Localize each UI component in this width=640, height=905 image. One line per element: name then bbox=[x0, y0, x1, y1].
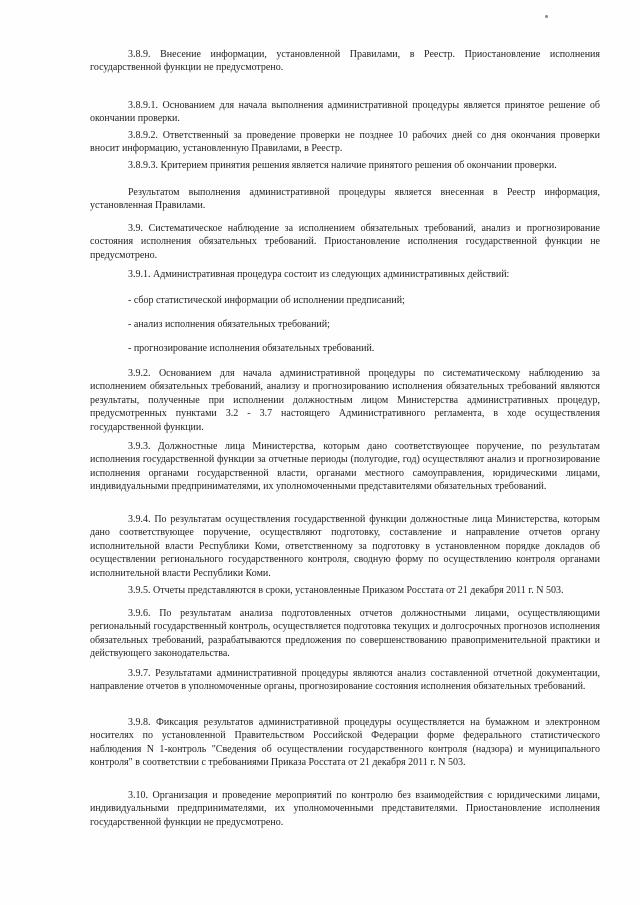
paragraph-3-8-9-1: 3.8.9.1. Основанием для начала выполнения административной процедуры является принятое решение об окончании проверки. bbox=[90, 100, 600, 125]
paragraph-3-9-3: 3.9.3. Должностные лица Министерства, которым дано соответствующее поручение, по результатам исполнения государственной функции за отчетные периоды (полугодие, год) осуществляют анализ и прогнозирование исполнения органами государственной власти, органами местного самоуправления, юридическими лицами, индивидуальными предпринимателями, их уполномоченными представителями обязательных требований. bbox=[90, 441, 600, 493]
paragraph-3-9-2: 3.9.2. Основанием для начала административной процедуры по систематическому наблюдению за исполнением обязательных требований, анализу и прогнозированию исполнения обязательных требований являются результаты, полученные при исполнении должностным лицом Министерства административных процедур, предусмотренных пунктами 3.2 - 3.7 настоящего Административного регламента, в ходе осуществления государственной функции. bbox=[90, 368, 600, 433]
list-item-statistics: - сбор статистической информации об исполнении предписаний; bbox=[128, 295, 405, 306]
paragraph-3-9: 3.9. Систематическое наблюдение за исполнением обязательных требований, анализ и прогнозирование состояния исполнения обязательных требований. Приостановление исполнения государственной функции не предусмотрено. bbox=[90, 223, 600, 261]
paragraph-3-9-6: 3.9.6. По результатам анализа подготовленных отчетов должностными лицами, осуществляющими региональный государственный контроль, осуществляется подготовка текущих и долгосрочных прогнозов исполнения обязательных требований, разрабатываются предложения по совершенствованию правоприменительной практики и действующего законодательства. bbox=[90, 608, 600, 660]
list-item-analysis: - анализ исполнения обязательных требований; bbox=[128, 319, 330, 330]
paragraph-3-8-9: 3.8.9. Внесение информации, установленной Правилами, в Реестр. Приостановление исполнения государственной функции не предусмотрено. bbox=[90, 49, 600, 74]
list-item-forecasting: - прогнозирование исполнения обязательных требований. bbox=[128, 343, 375, 354]
paragraph-3-10: 3.10. Организация и проведение мероприятий по контролю без взаимодействия с юридическими лицами, индивидуальными предпринимателями, их уполномоченными представителями. Приостановление исполнения государственной функции не предусмотрено. bbox=[90, 790, 600, 828]
paragraph-3-8-9-3: 3.8.9.3. Критерием принятия решения является наличие принятого решения об окончании проверки. bbox=[128, 160, 557, 171]
paragraph-result: Результатом выполнения административной процедуры является внесенная в Реестр информация, установленная Правилами. bbox=[90, 187, 600, 212]
paragraph-3-9-7: 3.9.7. Результатами административной процедуры являются анализ составленной отчетной документации, направление отчетов в уполномоченные органы, прогнозирование состояния исполнения обязательных требований. bbox=[90, 668, 600, 693]
paragraph-3-9-4: 3.9.4. По результатам осуществления государственной функции должностные лица Министерства, которым дано соответствующее поручение, осуществляют подготовку, составление и направление отчетов органу исполнительной власти Республики Коми, ответственному за подготовку в установленном порядке докладов об осуществлении регионального государственного контроля, сводную форму по осуществлению контроля органами исполнительной власти Республики Коми. bbox=[90, 514, 600, 579]
paragraph-3-9-8: 3.9.8. Фиксация результатов административной процедуры осуществляется на бумажном и электронном носителях по установленной Правительством Российской Федерации форме федерального статистического наблюдения N 1-контроль "Сведения об осуществлении государственного контроля (надзора) и муниципального контроля" в соответствии с требованиями Приказа Росстата от 21 декабря 2011 г. N 503. bbox=[90, 717, 600, 769]
scan-speck bbox=[545, 15, 548, 18]
paragraph-3-9-1: 3.9.1. Административная процедура состоит из следующих административных действий: bbox=[128, 269, 510, 280]
paragraph-3-8-9-2: 3.8.9.2. Ответственный за проведение проверки не позднее 10 рабочих дней со дня окончания проверки вносит информацию, установленную Правилами, в Реестр. bbox=[90, 130, 600, 155]
paragraph-3-9-5: 3.9.5. Отчеты представляются в сроки, установленные Приказом Росстата от 21 декабря 2011 г. N 503. bbox=[128, 585, 564, 596]
